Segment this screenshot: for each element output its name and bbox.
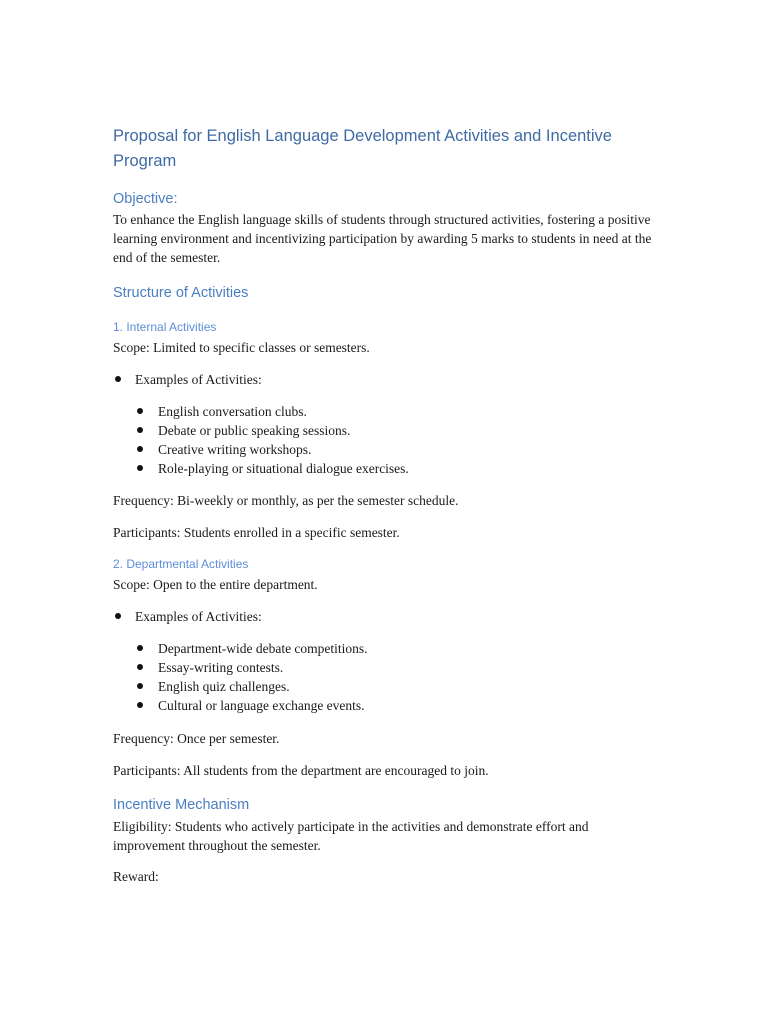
list-item-text: Debate or public speaking sessions. — [158, 423, 351, 438]
departmental-frequency: Frequency: Once per semester. — [113, 731, 280, 746]
bullet-icon — [137, 645, 143, 651]
departmental-activities-heading: 2. Departmental Activities — [113, 557, 249, 571]
structure-heading: Structure of Activities — [113, 285, 249, 301]
objective-heading: Objective: — [113, 191, 178, 207]
list-item-text: Essay-writing contests. — [158, 660, 284, 675]
list-item-text: English conversation clubs. — [158, 404, 307, 419]
internal-examples-label: Examples of Activities: — [135, 372, 262, 387]
bullet-icon — [137, 702, 143, 708]
internal-activities-heading: 1. Internal Activities — [113, 320, 217, 334]
bullet-icon — [115, 376, 121, 382]
incentive-eligibility: Eligibility: Students who actively participate in the activities and demonstrate effort and improvement throughout the semester. — [113, 819, 589, 853]
list-item-text: Cultural or language exchange events. — [158, 698, 365, 713]
objective-text: To enhance the English language skills of students through structured activities, fostering a positive learning environment and incentivizing participation by awarding 5 marks to students in need at the end of the semester. — [113, 212, 652, 265]
departmental-participants: Participants: All students from the department are encouraged to join. — [113, 763, 489, 778]
departmental-scope: Scope: Open to the entire department. — [113, 577, 318, 592]
bullet-icon — [115, 613, 121, 619]
bullet-icon — [137, 465, 143, 471]
internal-scope: Scope: Limited to specific classes or semesters. — [113, 340, 370, 355]
internal-frequency: Frequency: Bi-weekly or monthly, as per the semester schedule. — [113, 493, 459, 508]
bullet-icon — [137, 408, 143, 414]
list-item-text: English quiz challenges. — [158, 679, 290, 694]
incentive-reward: Reward: — [113, 869, 159, 884]
list-item-text: Role-playing or situational dialogue exercises. — [158, 461, 409, 476]
list-item-text: Department-wide debate competitions. — [158, 641, 368, 656]
list-item-text: Creative writing workshops. — [158, 442, 312, 457]
bullet-icon — [137, 683, 143, 689]
document-title: Proposal for English Language Development Activities and Incentive Program — [113, 127, 612, 170]
bullet-icon — [137, 664, 143, 670]
internal-participants: Participants: Students enrolled in a specific semester. — [113, 525, 400, 540]
incentive-heading: Incentive Mechanism — [113, 797, 250, 813]
bullet-icon — [137, 446, 143, 452]
bullet-icon — [137, 427, 143, 433]
departmental-examples-label: Examples of Activities: — [135, 609, 262, 624]
